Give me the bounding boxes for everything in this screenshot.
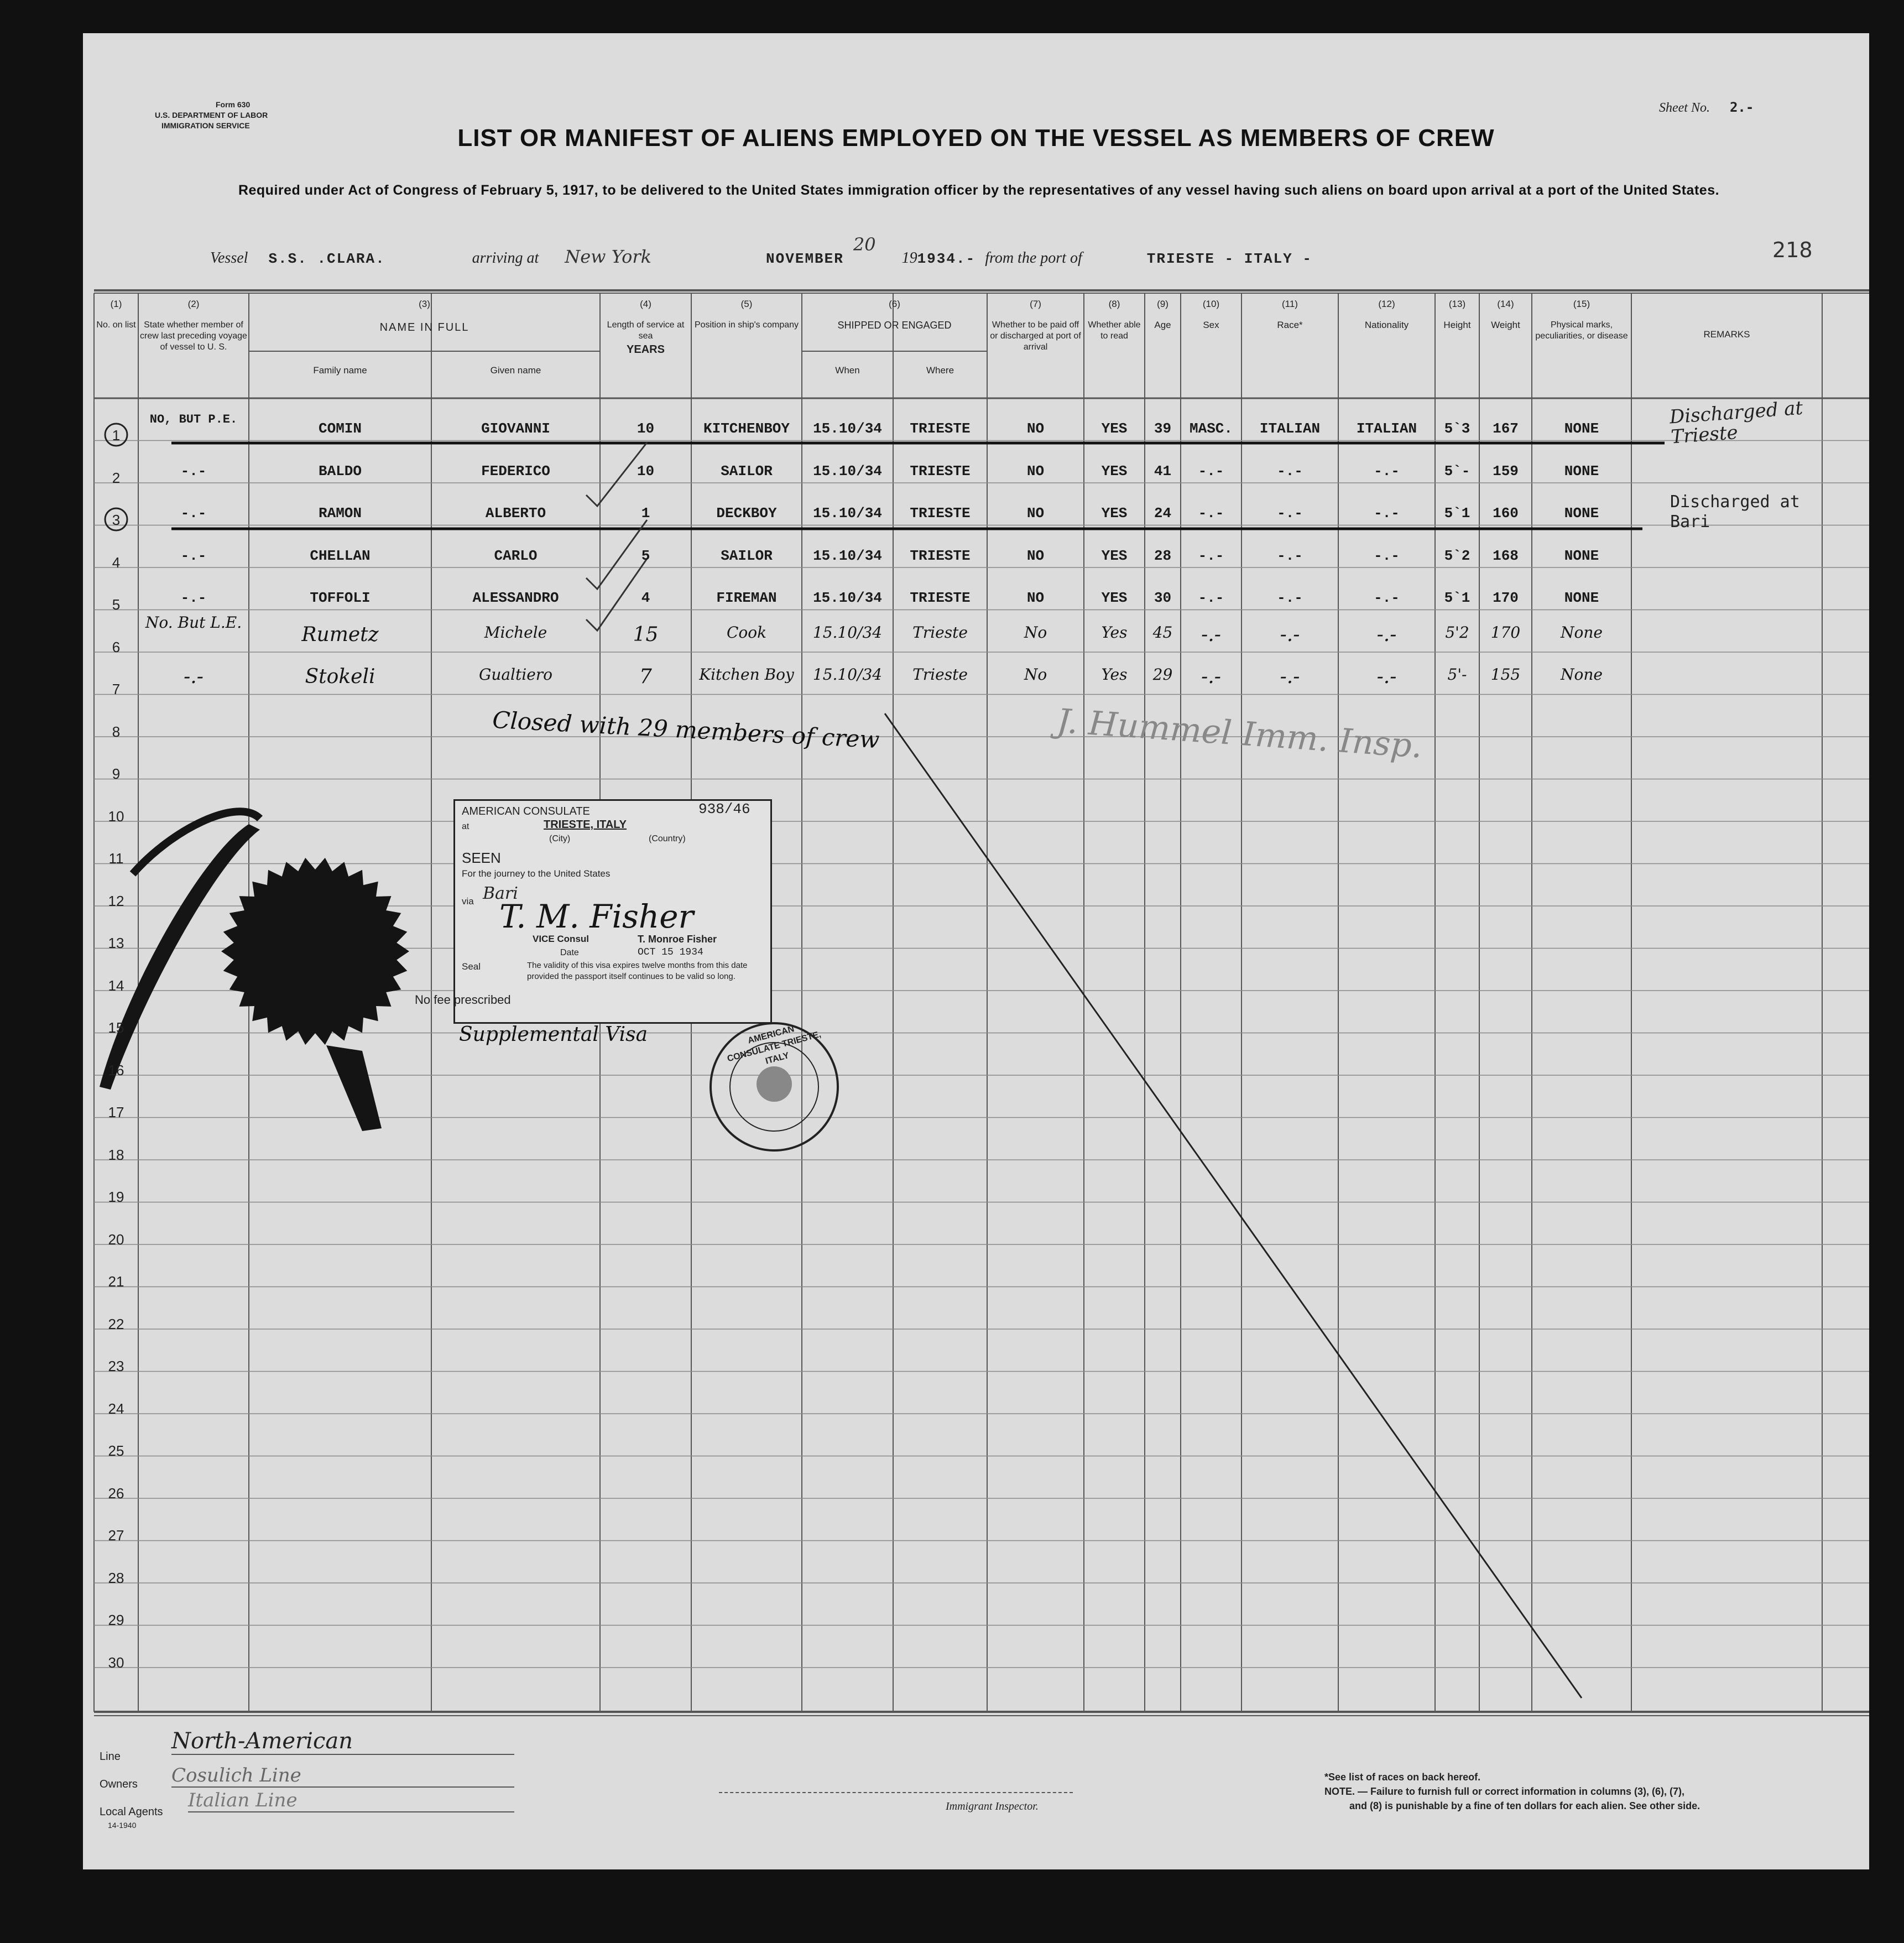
cell-family: Rumetz	[301, 623, 379, 646]
cell-given: CARLO	[494, 547, 538, 564]
closing-note: Closed with 29 members of crew	[492, 706, 880, 754]
stamp-validity: The validity of this visa expires twelve months from this date provided the passport itself continues to be valid so long.	[527, 961, 748, 981]
cell-service: 10	[637, 420, 655, 437]
col-3-header: (3) NAME IN FULL	[379, 299, 470, 334]
vessel-label: Vessel	[210, 249, 248, 267]
cell-given: FEDERICO	[481, 462, 550, 480]
stamp-country-label: (Country)	[649, 834, 686, 843]
cell-age: 29	[1152, 665, 1173, 684]
cell-sex: -.-	[1201, 623, 1221, 646]
cell-weight: 170	[1490, 623, 1521, 642]
cell-weight: 160	[1493, 505, 1519, 522]
cell-when: 15.10/34	[813, 547, 882, 564]
cell-service: 7	[639, 665, 652, 688]
cell-marks: None	[1561, 665, 1603, 684]
row-number: 26	[108, 1484, 124, 1502]
cell-position: Kitchen Boy	[699, 665, 794, 684]
row-number: 15	[108, 1019, 124, 1036]
cell-weight: 155	[1490, 665, 1521, 684]
cell-prev: -.-	[180, 505, 207, 522]
cell-given: ALBERTO	[485, 505, 546, 522]
cell-where: Trieste	[912, 665, 968, 684]
cell-sex: -.-	[1201, 665, 1221, 688]
row-number: 23	[108, 1358, 124, 1374]
cell-height: 5`3	[1444, 420, 1470, 437]
stamp-heading: AMERICAN CONSULATE	[462, 805, 590, 817]
round-seal-text: AMERICAN CONSULATE TRIESTE, ITALY	[726, 1024, 822, 1066]
cell-position: FIREMAN	[716, 590, 777, 606]
cell-prev: NO, BUT P.E.	[149, 413, 238, 426]
cell-paid: NO	[1026, 505, 1045, 522]
cell-sex: -.-	[1198, 547, 1224, 564]
row-number: 12	[108, 892, 124, 909]
row-number: 7	[112, 681, 121, 697]
cell-marks: NONE	[1564, 420, 1599, 437]
cell-weight: 168	[1493, 547, 1519, 564]
stamp-date: OCT 15 1934	[638, 947, 703, 958]
col-3b-header: Given name	[490, 365, 541, 376]
stamp-date-label: Date	[560, 948, 579, 957]
cell-service: 4	[641, 590, 650, 606]
stamp-title: VICE Consul	[533, 934, 590, 944]
cell-age: 24	[1154, 505, 1172, 522]
page-title: LIST OR MANIFEST OF ALIENS EMPLOYED ON THE VESSEL AS MEMBERS OF CREW	[457, 124, 1495, 152]
cell-when: 15.10/34	[813, 420, 882, 437]
cell-position: Cook	[726, 623, 767, 642]
cell-service: 1	[641, 505, 650, 522]
row-number: 3	[112, 512, 121, 528]
cell-where: TRIESTE	[910, 505, 971, 522]
cell-when: 15.10/34	[813, 505, 882, 522]
cell-when: 15.10/34	[813, 590, 882, 606]
form-number: Form 630	[216, 100, 251, 109]
cell-paid: NO	[1026, 462, 1045, 480]
cell-race: -.-	[1277, 505, 1303, 522]
row-number: 14	[108, 977, 124, 994]
cell-given: Michele	[484, 623, 547, 642]
col-1-header: (1) No. on list	[96, 299, 136, 330]
footer-agents-label: Local Agents	[100, 1806, 163, 1818]
inspector-signature-line	[719, 1792, 1073, 1793]
cell-sex: MASC.	[1189, 420, 1233, 437]
cell-nationality: -.-	[1374, 547, 1400, 564]
cell-marks: None	[1561, 623, 1603, 642]
row-number: 29	[108, 1612, 124, 1628]
from-port: TRIESTE - ITALY -	[1146, 251, 1312, 267]
arriving-port: New York	[565, 246, 652, 267]
footnote-note: NOTE. — Failure to furnish full or correct information in columns (3), (6), (7),	[1324, 1786, 1685, 1797]
cell-prev: No. But L.E.	[145, 613, 242, 632]
consulate-visa-stamp	[453, 799, 772, 1024]
cell-read: Yes	[1101, 623, 1128, 642]
manifest-sheet	[83, 33, 1869, 1869]
cell-where: TRIESTE	[910, 462, 971, 480]
stamp-city-label: (City)	[549, 834, 571, 843]
cell-race: -.-	[1280, 623, 1300, 646]
department: U.S. DEPARTMENT OF LABOR	[155, 111, 268, 119]
row-number: 27	[108, 1527, 124, 1544]
cell-marks: NONE	[1564, 505, 1599, 522]
col-6a-header: When	[835, 365, 860, 376]
stamp-place: TRIESTE, ITALY	[544, 819, 627, 831]
cell-weight: 170	[1493, 590, 1519, 606]
footer-owners: Cosulich Line	[171, 1764, 514, 1788]
arrival-month: NOVEMBER	[766, 251, 844, 267]
row-number: 2	[112, 469, 121, 486]
col-10-header: (10) Sex	[1202, 299, 1220, 330]
stamp-seen: SEEN	[462, 850, 501, 866]
stamp-via-label: via	[462, 896, 474, 907]
cell-paid: No	[1024, 665, 1047, 684]
col-13-header: (13) Height	[1443, 299, 1471, 330]
cell-sex: -.-	[1198, 590, 1224, 606]
arrival-year: 1934.-	[917, 251, 976, 267]
cell-family: Stokeli	[305, 665, 375, 688]
cell-paid: NO	[1026, 420, 1045, 437]
col-15-header: (15) Physical marks, peculiarities, or disease	[1535, 299, 1628, 341]
cell-marks: NONE	[1564, 590, 1599, 606]
cell-race: -.-	[1277, 590, 1303, 606]
row-number: 9	[112, 765, 121, 782]
cell-family: COMIN	[318, 420, 362, 437]
stamp-signature: T. M. Fisher	[499, 898, 694, 935]
row-number: 11	[108, 850, 124, 867]
cell-position: KITCHENBOY	[703, 420, 790, 437]
page-number: 218	[1772, 238, 1813, 262]
cell-sex: -.-	[1198, 505, 1224, 522]
remark-row-1: Discharged at Trieste	[1668, 397, 1804, 449]
vessel-line: Vessel S.S. .CLARA. arriving at New York NOVEMBER 20 191934.- from the port of TRIESTE - ITALY -	[210, 234, 1312, 267]
cell-service: 15	[633, 623, 659, 646]
col-2-header: (2) State whether member of crew last preceding voyage of vessel to U. S.	[140, 299, 247, 352]
col-12-header: (12) Nationality	[1364, 299, 1409, 330]
cell-position: SAILOR	[721, 547, 773, 564]
cell-race: -.-	[1280, 665, 1300, 688]
cell-race: -.-	[1277, 462, 1303, 480]
row-number: 21	[108, 1273, 124, 1290]
col-8-header: (8) Whether able to read	[1088, 299, 1141, 341]
cell-nationality: -.-	[1374, 590, 1400, 606]
row-number: 6	[112, 638, 121, 655]
cell-sex: -.-	[1198, 462, 1224, 480]
sheet-number: 2.-	[1729, 100, 1754, 115]
row-number: 4	[112, 554, 121, 571]
vessel-name: S.S. .CLARA.	[268, 251, 385, 267]
row-number: 8	[112, 723, 121, 740]
stamp-seal-label: Seal	[462, 961, 481, 972]
cell-family: CHELLAN	[310, 547, 371, 564]
page-subtitle: Required under Act of Congress of February 5, 1917, to be delivered to the United States immigration officer by the representatives of any vessel having such aliens on board upon arrival at a port of the United States.	[238, 183, 1720, 198]
cell-height: 5`1	[1444, 590, 1470, 606]
cell-weight: 167	[1493, 420, 1519, 437]
cell-height: 5`2	[1444, 547, 1470, 564]
cell-when: 15.10/34	[812, 623, 883, 642]
service: IMMIGRATION SERVICE	[161, 121, 250, 130]
cell-marks: NONE	[1564, 547, 1599, 564]
footnote-note-2: and (8) is punishable by a fine of ten dollars for each alien. See other side.	[1349, 1800, 1700, 1811]
cell-read: YES	[1101, 547, 1128, 564]
cell-position: SAILOR	[721, 462, 773, 480]
cell-prev: -.-	[180, 547, 207, 564]
cell-nationality: -.-	[1374, 462, 1400, 480]
cell-nationality: -.-	[1376, 665, 1397, 688]
cell-read: YES	[1101, 462, 1128, 480]
stamp-number: 938/46	[698, 801, 750, 817]
cell-when: 15.10/34	[812, 665, 883, 684]
footer-line-label: Line	[100, 1751, 121, 1763]
stamp-fee: No fee prescribed	[415, 993, 511, 1007]
cell-race: -.-	[1277, 547, 1303, 564]
footnote-races: *See list of races on back hereof.	[1324, 1772, 1481, 1783]
cell-family: TOFFOLI	[310, 590, 371, 606]
cell-height: 5`1	[1444, 505, 1470, 522]
row-number: 24	[108, 1400, 124, 1417]
col-5-header: (5) Position in ship's company	[694, 299, 799, 330]
cell-nationality: -.-	[1376, 623, 1397, 646]
stamp-at-label: at	[462, 822, 470, 831]
cell-prev: -.-	[180, 462, 207, 480]
row-number: 20	[108, 1231, 124, 1248]
col-7-header: (7) Whether to be paid off or discharged at port of arrival	[990, 299, 1081, 352]
footer-inspector-label: Immigrant Inspector.	[946, 1800, 1039, 1812]
col-6-header: (6) SHIPPED OR ENGAGED	[837, 299, 952, 331]
row-number: 25	[108, 1442, 124, 1459]
cell-read: Yes	[1101, 665, 1128, 684]
cell-where: TRIESTE	[910, 547, 971, 564]
cell-paid: No	[1024, 623, 1047, 642]
cell-service: 10	[637, 462, 655, 480]
cell-given: ALESSANDRO	[472, 590, 559, 606]
footer-form-code: 14-1940	[108, 1821, 137, 1830]
wax-seal-icon	[100, 811, 409, 1131]
cell-age: 28	[1154, 547, 1172, 564]
cell-height: 5`-	[1444, 462, 1470, 480]
col-9-header: (9) Age	[1154, 299, 1171, 330]
cell-where: TRIESTE	[910, 590, 971, 606]
cell-age: 39	[1154, 420, 1172, 437]
cell-family: RAMON	[318, 505, 362, 522]
remark-row-3: Discharged at Bari	[1670, 492, 1800, 532]
arrival-day: 20	[853, 234, 876, 255]
cell-when: 15.10/34	[813, 462, 882, 480]
cell-prev: -.-	[184, 665, 204, 688]
row-number: 22	[108, 1315, 124, 1332]
cell-where: Trieste	[912, 623, 968, 642]
footer-agents: Italian Line	[188, 1789, 514, 1812]
cell-race: ITALIAN	[1259, 420, 1321, 437]
stamp-supplemental: Supplemental Visa	[459, 1023, 648, 1046]
cell-position: DECKBOY	[716, 505, 777, 522]
cell-age: 45	[1152, 623, 1173, 642]
cell-prev: -.-	[180, 590, 207, 606]
col-14-header: (14) Weight	[1491, 299, 1520, 330]
cell-given: Gualtiero	[478, 665, 553, 684]
sheet-label: Sheet No.	[1659, 101, 1710, 115]
cell-height: 5'-	[1447, 665, 1467, 684]
col-4-header: (4) Length of service at sea YEARS	[607, 299, 685, 356]
stamp-journey: For the journey to the United States	[462, 868, 611, 879]
cell-nationality: ITALIAN	[1356, 420, 1417, 437]
row-number: 16	[108, 1061, 124, 1079]
inspector-signature: J. Hummel Imm. Insp.	[1055, 701, 1424, 766]
cell-age: 30	[1154, 590, 1172, 606]
row-number: 18	[108, 1146, 124, 1163]
cell-service: 5	[641, 547, 650, 564]
cell-height: 5'2	[1445, 623, 1469, 642]
row-number: 28	[108, 1569, 124, 1586]
row-number: 13	[108, 935, 124, 951]
cell-given: GIOVANNI	[481, 420, 550, 437]
cell-paid: NO	[1026, 590, 1045, 606]
from-label: from the port of	[985, 249, 1082, 267]
arriving-label: arriving at	[472, 249, 539, 267]
cell-nationality: -.-	[1374, 505, 1400, 522]
row-number: 1	[112, 427, 121, 444]
footer-owners-label: Owners	[100, 1778, 138, 1790]
row-number: 19	[108, 1189, 124, 1205]
col-11-header: (11) Race*	[1277, 299, 1303, 330]
footer-line: North-American	[171, 1728, 514, 1755]
cell-weight: 159	[1493, 462, 1519, 480]
row-number: 10	[108, 808, 124, 825]
cell-read: YES	[1101, 505, 1128, 522]
cell-where: TRIESTE	[910, 420, 971, 437]
stamp-name: T. Monroe Fisher	[638, 934, 717, 945]
col-3a-header: Family name	[313, 365, 367, 376]
col-6b-header: Where	[926, 365, 954, 376]
cell-paid: NO	[1026, 547, 1045, 564]
cell-read: YES	[1101, 420, 1128, 437]
row-number: 17	[108, 1104, 124, 1121]
remarks-header: REMARKS	[1703, 329, 1750, 340]
row-number: 30	[108, 1654, 124, 1671]
cell-marks: NONE	[1564, 462, 1599, 480]
stamp-via: Bari	[483, 884, 518, 903]
cell-read: YES	[1101, 590, 1128, 606]
cell-family: BALDO	[318, 462, 362, 480]
row-number: 5	[112, 596, 121, 613]
cell-age: 41	[1154, 462, 1172, 480]
